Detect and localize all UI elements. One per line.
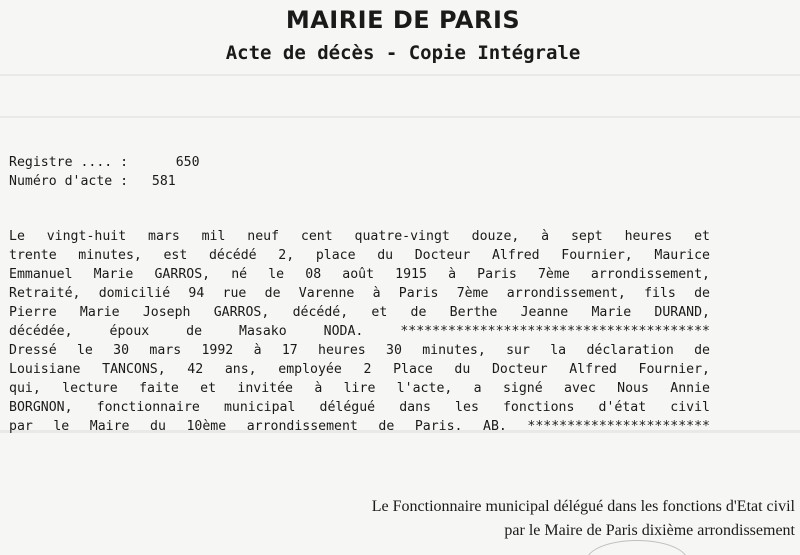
body-text-line: qui, lecture faite et invitée à lire l'acte, a signé avec Nous Annie bbox=[9, 381, 710, 396]
document-title: MAIRIE DE PARIS bbox=[285, 6, 521, 34]
registre-line bbox=[9, 155, 200, 170]
numero-line bbox=[9, 174, 176, 189]
body-text-line: décédée, époux de Masako NODA. *************************************** bbox=[9, 324, 710, 339]
body-text-line: Dressé le 30 mars 1992 à 17 heures 30 minutes, sur la déclaration de bbox=[9, 343, 710, 358]
body-text-line: Emmanuel Marie GARROS, né le 08 août 1915 à Paris 7ème arrondissement, bbox=[9, 267, 710, 282]
body-text-line: par le Maire du 10ème arrondissement de Paris. AB. *********************** bbox=[9, 419, 710, 434]
numero-label: Numéro d'acte : bbox=[9, 174, 129, 189]
body-text-line: Le vingt-huit mars mil neuf cent quatre-vingt douze, à sept heures et bbox=[9, 229, 710, 244]
body-text-line: trente minutes, est décédé 2, place du Docteur Alfred Fournier, Maurice bbox=[9, 248, 710, 263]
signature-line-2: par le Maire de Paris dixième arrondissement bbox=[504, 522, 795, 539]
body-text-line: Pierre Marie Joseph GARROS, décédé, et de Berthe Jeanne Marie DURAND, bbox=[9, 305, 710, 320]
body-text-line: Retraité, domicilié 94 rue de Varenne à Paris 7ème arrondissement, fils de bbox=[9, 286, 710, 301]
signature-line-1: Le Fonctionnaire municipal délégué dans les fonctions d'Etat civil bbox=[371, 498, 795, 515]
registre-label: Registre .... : bbox=[9, 155, 129, 170]
document-subtitle: Acte de décès - Copie Intégrale bbox=[225, 42, 581, 64]
numero-value: 581 bbox=[151, 174, 176, 189]
scan-streak bbox=[0, 74, 800, 76]
body-text-line: Louisiane TANCONS, 42 ans, employée 2 Place du Docteur Alfred Fournier, bbox=[9, 362, 710, 377]
scan-streak bbox=[0, 116, 800, 118]
body-text-line: BORGNON, fonctionnaire municipal délégué dans les fonctions d'état civil bbox=[9, 400, 710, 415]
registre-value: 650 bbox=[175, 155, 200, 170]
official-stamp bbox=[586, 540, 688, 555]
